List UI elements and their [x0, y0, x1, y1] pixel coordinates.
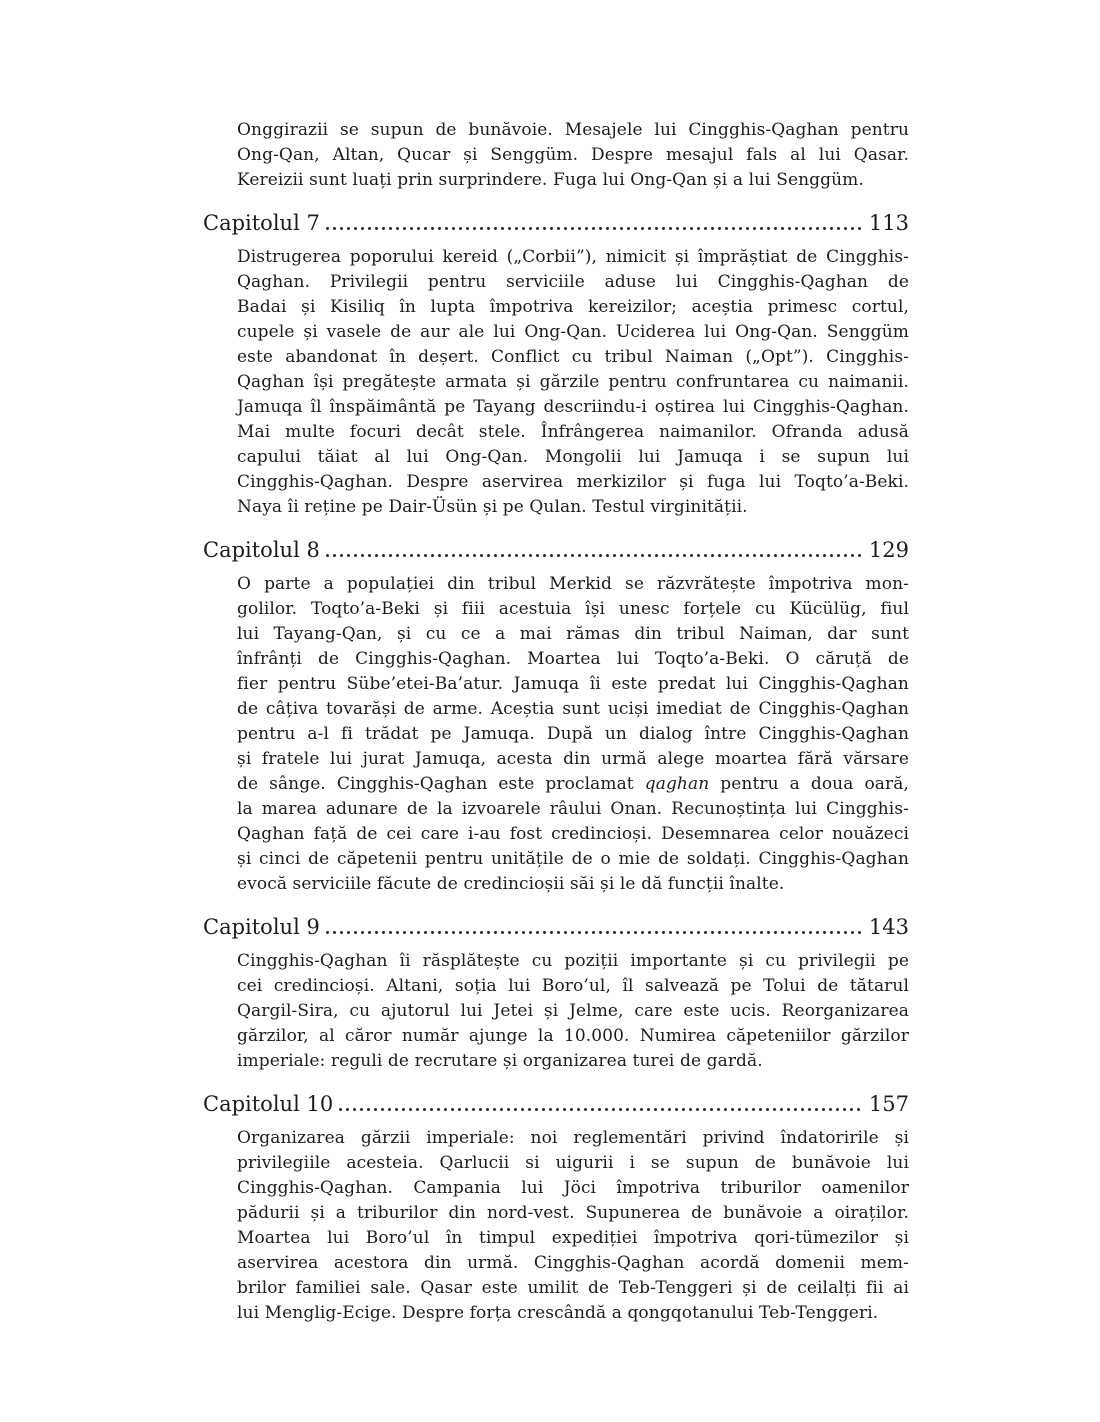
text-line: lui Menglig-Ecige. Despre forța crescândă a qongqotanului Teb-Tenggeri. [237, 1303, 879, 1323]
text-line: Cingghis-Qaghan. Campania lui Jöci împotriva triburilor oamenilor [237, 1178, 909, 1198]
chapter-9-title: Capitolul 9 [203, 915, 320, 939]
dot-leader [337, 1108, 864, 1111]
text-line: Ong-Qan, Altan, Qucar și Senggüm. Despre mesajul fals al lui Qasar. [237, 145, 909, 165]
text-line: Cingghis-Qaghan. Despre aservirea merkizilor și fuga lui Toqto’a-Beki. [237, 472, 909, 492]
text-line: O parte a populației din tribul Merkid se răzvrătește împotriva mon- [237, 574, 909, 594]
text-line: pentru a-l fi trădat pe Jamuqa. După un dialog între Cingghis-Qaghan [237, 724, 909, 744]
text-line: Jamuqa îl înspăimântă pe Tayang descriindu-i oștirea lui Cingghis-Qaghan. [237, 397, 909, 417]
text-line: la marea adunare de la izvoarele râului Onan. Recunoștința lui Cingghis- [237, 799, 909, 819]
text-line: Qargil-Sira, cu ajutorul lui Jetei și Jelme, care este ucis. Reorganizarea [237, 1001, 909, 1021]
chapter-10-summary [237, 1126, 909, 1326]
chapter-8-toc-entry [203, 536, 909, 564]
chapter-7-page-number: 113 [868, 211, 909, 235]
text-line: Kereizii sunt luați prin surprindere. Fuga lui Ong-Qan și a lui Senggüm. [237, 170, 864, 190]
text-line: aservirea acestora din urmă. Cingghis-Qaghan acordă domenii mem- [237, 1253, 909, 1273]
dot-leader [324, 554, 864, 557]
text-line: Organizarea gărzii imperiale: noi reglementări privind îndatoririle și [237, 1128, 909, 1148]
text-line: de sânge. Cingghis-Qaghan este proclamat qaghan pentru a doua oară, [237, 774, 909, 794]
text-line: evocă serviciile făcute de credincioșii săi și le dă funcții înalte. [237, 874, 785, 894]
chapter-8-title: Capitolul 8 [203, 538, 320, 562]
chapter-7-title: Capitolul 7 [203, 211, 320, 235]
chapter-9-summary [237, 949, 909, 1074]
text-line: Moartea lui Boro’ul în timpul expediției împotriva qori-tümezilor și [237, 1228, 909, 1248]
chapter-8-summary [237, 572, 909, 897]
table-of-contents-page [203, 118, 909, 1326]
text-line: brilor familiei sale. Qasar este umilit de Teb-Tenggeri și de ceilalți fii ai [237, 1278, 909, 1298]
text-line: gărzilor, al căror număr ajunge la 10.000. Numirea căpeteniilor gărzilor [237, 1026, 909, 1046]
text-line: Badai și Kisiliq în lupta împotriva kereizilor; aceștia primesc cortul, [237, 297, 909, 317]
chapter-9-page-number: 143 [868, 915, 909, 939]
chapter-10-page-number: 157 [868, 1092, 909, 1116]
text-line: Distrugerea poporului kereid („Corbii”), nimicit și împrăștiat de Cingghis- [237, 247, 909, 267]
text-line: cei credincioși. Altani, soția lui Boro’ul, îl salvează pe Tolui de tătarul [237, 976, 909, 996]
text-line: Onggirazii se supun de bunăvoie. Mesajele lui Cingghis-Qaghan pentru [237, 120, 909, 140]
chapter-10-toc-entry [203, 1090, 909, 1118]
text-line: este abandonat în deșert. Conflict cu tribul Naiman („Opt”). Cingghis- [237, 347, 909, 367]
text-line: Qaghan. Privilegii pentru serviciile aduse lui Cingghis-Qaghan de [237, 272, 909, 292]
text-line: Naya îi reține pe Dair-Üsün și pe Qulan. Testul virginității. [237, 497, 748, 517]
text-line: Qaghan față de cei care i-au fost credincioși. Desemnarea celor nouăzeci [237, 824, 909, 844]
dot-leader [324, 227, 864, 230]
chapter-8-page-number: 129 [868, 538, 909, 562]
chapter-7-summary [237, 245, 909, 520]
text-line: Qaghan își pregătește armata și gărzile pentru confruntarea cu naimanii. [237, 372, 909, 392]
text-line: imperiale: reguli de recrutare și organizarea turei de gardă. [237, 1051, 763, 1071]
text-line: privilegiile acesteia. Qarlucii si uigurii i se supun de bunăvoie lui [237, 1153, 909, 1173]
chapter-10-title: Capitolul 10 [203, 1092, 334, 1116]
chapter-6-summary-continuation [237, 118, 909, 193]
text-line: lui Tayang-Qan, și cu ce a mai rămas din tribul Naiman, dar sunt [237, 624, 909, 644]
text-line: și fratele lui jurat Jamuqa, acesta din urmă alege moartea fără vărsare [237, 749, 909, 769]
text-line: înfrânți de Cingghis-Qaghan. Moartea lui Toqto’a-Beki. O căruță de [237, 649, 909, 669]
text-line: pădurii și a triburilor din nord-vest. Supunerea de bunăvoie a oiraților. [237, 1203, 909, 1223]
dot-leader [324, 931, 864, 934]
text-line: fier pentru Sübe’etei-Ba’atur. Jamuqa îi este predat lui Cingghis-Qaghan [237, 674, 909, 694]
text-line: Mai multe focuri decât stele. Înfrângerea naimanilor. Ofranda adusă [237, 422, 909, 442]
text-line: de câțiva tovarăși de arme. Aceștia sunt uciși imediat de Cingghis-Qaghan [237, 699, 909, 719]
chapter-9-toc-entry [203, 913, 909, 941]
text-line: Cingghis-Qaghan îi răsplătește cu poziții importante și cu privilegii pe [237, 951, 909, 971]
text-line: capului tăiat al lui Ong-Qan. Mongolii lui Jamuqa i se supun lui [237, 447, 909, 467]
chapter-7-toc-entry [203, 209, 909, 237]
text-line: cupele și vasele de aur ale lui Ong-Qan. Uciderea lui Ong-Qan. Senggüm [237, 322, 909, 342]
text-line: golilor. Toqto’a-Beki și fiii acestuia își unesc forțele cu Kücülüg, fiul [237, 599, 909, 619]
text-line: și cinci de căpetenii pentru unitățile de o mie de soldați. Cingghis-Qaghan [237, 849, 909, 869]
